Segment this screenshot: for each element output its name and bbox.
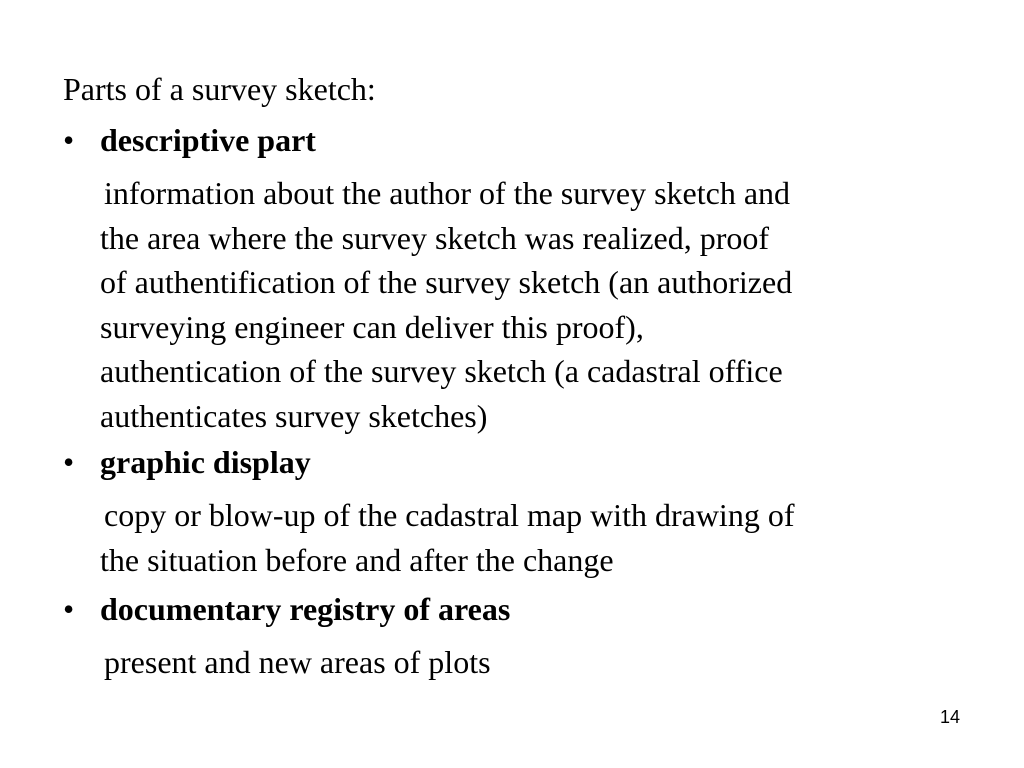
bullet-item-descriptive-part bbox=[63, 119, 316, 161]
description-line: copy or blow-up of the cadastral map with drawing of bbox=[104, 497, 795, 533]
description-line: of authentification of the survey sketch (an authorized bbox=[100, 264, 793, 300]
item-title: documentary registry of areas bbox=[100, 591, 511, 627]
page-number: 14 bbox=[939, 707, 960, 727]
bullet-item-documentary-registry bbox=[63, 588, 510, 630]
description-line: authentication of the survey sketch (a cadastral office bbox=[100, 353, 783, 389]
bullet-icon: • bbox=[63, 122, 75, 158]
item-description-descriptive-part bbox=[100, 171, 980, 438]
description-line: authenticates survey sketches) bbox=[100, 397, 488, 434]
bullet-icon: • bbox=[63, 591, 75, 627]
description-line: surveying engineer can deliver this proof), bbox=[100, 308, 644, 345]
bullet-item-graphic-display bbox=[63, 441, 311, 483]
item-description-graphic-display bbox=[100, 493, 980, 582]
item-description-documentary-registry bbox=[100, 640, 980, 685]
description-line: the situation before and after the change bbox=[100, 541, 614, 578]
description-line: the area where the survey sketch was realized, proof bbox=[100, 219, 770, 256]
item-title: graphic display bbox=[100, 444, 311, 480]
description-line: information about the author of the survey sketch and bbox=[104, 175, 791, 211]
item-title: descriptive part bbox=[100, 122, 316, 158]
slide-intro-heading: Parts of a survey sketch: bbox=[63, 71, 376, 107]
description-line: present and new areas of plots bbox=[104, 644, 491, 680]
bullet-icon: • bbox=[63, 444, 75, 480]
